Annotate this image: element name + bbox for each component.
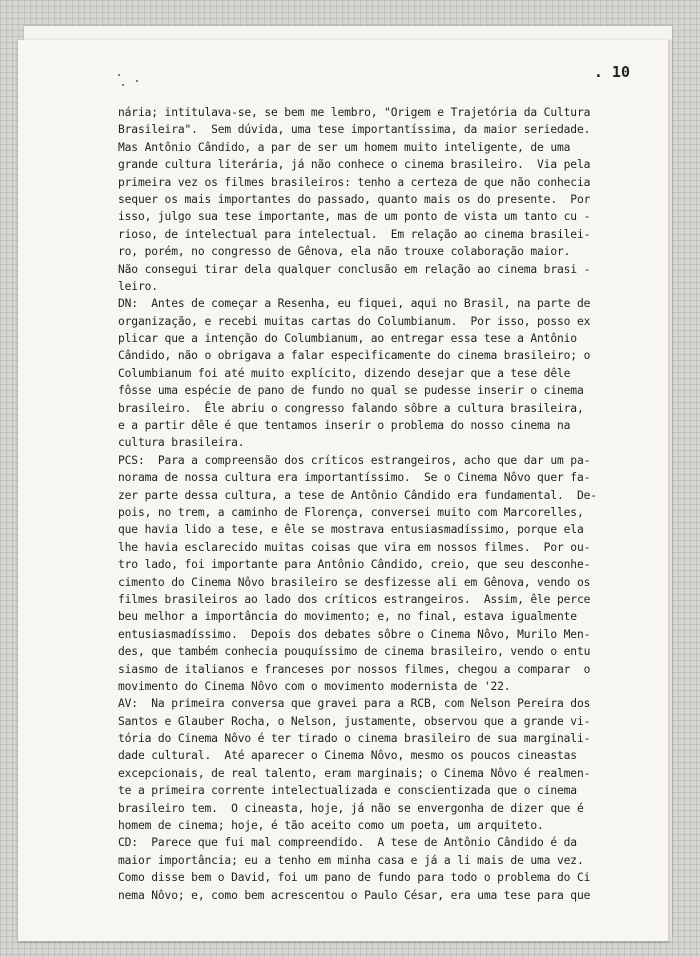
text-line: Como disse bem o David, foi um pano de fundo para todo o problema do Ci bbox=[118, 871, 591, 885]
text-line: movimento do Cinema Nôvo com o movimento modernista de '22. bbox=[118, 679, 511, 693]
text-line: brasileiro tem. O cineasta, hoje, já não se envergonha de dizer que é bbox=[118, 801, 584, 815]
text-line: excepcionais, de real talento, eram marginais; o Cinema Nôvo é realmen- bbox=[118, 766, 591, 780]
text-line: PCS: Para a compreensão dos críticos estrangeiros, acho que dar um pa- bbox=[118, 453, 591, 467]
text-line: primeira vez os filmes brasileiros: tenho a certeza de que não conhecia bbox=[118, 175, 591, 189]
text-line: nema Nôvo; e, como bem acrescentou o Paulo César, era uma tese para que bbox=[118, 888, 591, 902]
text-line: leiro. bbox=[118, 279, 158, 293]
text-line: ro, porém, no congresso de Gênova, ela não trouxe colaboração maior. bbox=[118, 245, 571, 259]
text-line: DN: Antes de começar a Resenha, eu fiquei, aqui no Brasil, na parte de bbox=[118, 297, 591, 311]
ink-speck bbox=[118, 74, 120, 76]
text-line: sequer os mais importantes do passado, quanto mais os do presente. Por bbox=[118, 192, 591, 206]
text-line: pois, no trem, a caminho de Florença, conversei muito com Marcorelles, bbox=[118, 505, 584, 519]
typed-transcript bbox=[118, 104, 638, 904]
page-number: . 10 bbox=[593, 63, 630, 81]
text-line: rioso, de intelectual para intelectual. Em relação ao cinema brasilei- bbox=[118, 227, 591, 241]
text-line: Mas Antônio Cândido, a par de ser um homem muito inteligente, de uma bbox=[118, 140, 571, 154]
document-page bbox=[18, 40, 670, 941]
text-line: fôsse uma espécie de pano de fundo no qual se pudesse inserir o cinema bbox=[118, 384, 584, 398]
text-line: filmes brasileiros ao lado dos críticos estrangeiros. Assim, êle perce bbox=[118, 592, 591, 606]
text-line: nária; intitulava-se, se bem me lembro, "Origem e Trajetória da Cultura bbox=[118, 106, 591, 119]
text-line: grande cultura literária, já não conhece o cinema brasileiro. Via pela bbox=[118, 158, 591, 172]
text-line: dade cultural. Até aparecer o Cinema Nôvo, mesmo os poucos cineastas bbox=[118, 749, 577, 763]
text-line: e a partir dêle é que tentamos inserir o problema do nosso cinema na bbox=[118, 419, 571, 433]
text-line: isso, julgo sua tese importante, mas de um ponto de vista um tanto cu - bbox=[118, 210, 591, 224]
text-line: AV: Na primeira conversa que gravei para a RCB, com Nelson Pereira dos bbox=[118, 697, 591, 711]
text-line: plicar que a intenção do Columbianum, ao entregar essa tese a Antônio bbox=[118, 332, 577, 346]
text-line: siasmo de italianos e franceses por nossos filmes, chegou a comparar o bbox=[118, 662, 591, 676]
text-line: zer parte dessa cultura, a tese de Antônio Cândido era fundamental. De- bbox=[118, 488, 597, 502]
text-line: tro lado, foi importante para Antônio Cândido, creio, que seu desconhe- bbox=[118, 558, 591, 572]
text-line: organização, e recebi muitas cartas do Columbianum. Por isso, posso ex bbox=[118, 314, 591, 328]
text-line: que havia lido a tese, e êle se mostrava entusiasmadíssimo, porque ela bbox=[118, 523, 584, 537]
text-line: entusiasmadíssimo. Depois dos debates sôbre o Cinema Nôvo, Murilo Men- bbox=[118, 627, 591, 641]
text-line: Santos e Glauber Rocha, o Nelson, justamente, observou que a grande vi- bbox=[118, 714, 591, 728]
text-line: te a primeira corrente intelectualizada e conscientizada que o cinema bbox=[118, 784, 577, 798]
text-line: norama de nossa cultura era importantíssimo. Se o Cinema Nôvo quer fa- bbox=[118, 471, 591, 485]
text-line: brasileiro. Êle abriu o congresso falando sôbre a cultura brasileira, bbox=[118, 401, 584, 415]
ink-speck bbox=[122, 84, 124, 86]
text-line: maior importância; eu a tenho em minha casa e já a li mais de uma vez. bbox=[118, 853, 584, 867]
text-line: Brasileira". Sem dúvida, uma tese importantíssima, da maior seriedade. bbox=[118, 123, 591, 137]
text-line: CD: Parece que fui mal compreendido. A tese de Antônio Cândido é da bbox=[118, 836, 577, 850]
text-line: Cândido, não o obrigava a falar especìficamente do cinema brasileiro; o bbox=[118, 349, 591, 363]
text-line: Columbianum foi até muito explícito, dizendo desejar que a tese dêle bbox=[118, 366, 571, 380]
text-line: beu melhor a importância do movimento; e, no final, estava igualmente bbox=[118, 610, 577, 624]
ink-speck bbox=[136, 80, 138, 82]
text-line: tória do Cinema Nôvo é ter tirado o cinema brasileiro de sua marginali- bbox=[118, 732, 591, 746]
text-line: des, que também conhecia pouquíssimo de cinema brasileiro, vendo o entu bbox=[118, 645, 591, 659]
text-line: Não consegui tirar dela qualquer conclusão em relação ao cinema brasi - bbox=[118, 262, 591, 276]
text-line: lhe havia esclarecido muitas coisas que vira em nossos filmes. Por ou- bbox=[118, 540, 591, 554]
text-line: cultura brasileira. bbox=[118, 436, 245, 450]
text-line: cimento do Cinema Nôvo brasileiro se desfizesse ali em Gênova, vendo os bbox=[118, 575, 591, 589]
text-line: homem de cinema; hoje, é tão aceito como um poeta, um arquiteto. bbox=[118, 819, 544, 833]
page-edge-shadow bbox=[668, 40, 672, 941]
